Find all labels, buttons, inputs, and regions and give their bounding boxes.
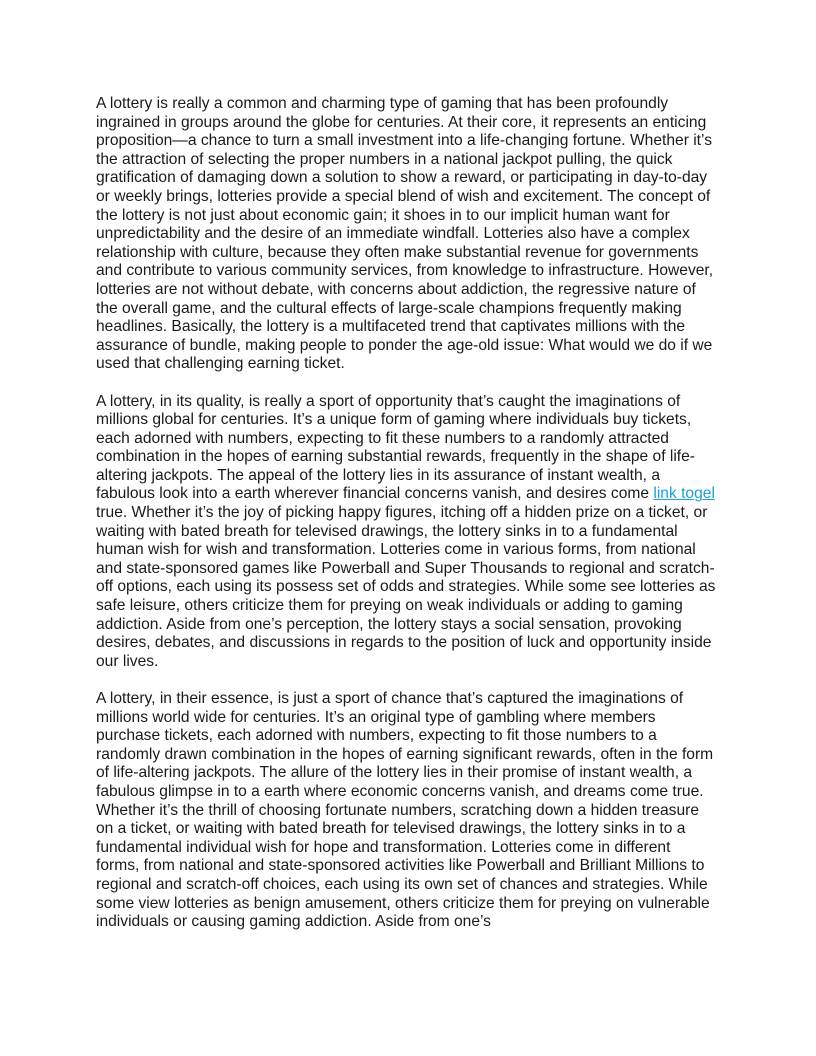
- document-body: [96, 95, 716, 950]
- paragraph-2: [96, 393, 716, 672]
- link-togel[interactable]: link togel: [653, 485, 715, 503]
- paragraph-2-text-before-link: A lottery, in its quality, is really a sport of opportunity that’s caught the imaginations of millions global for centuries. It’s a unique form of gaming where individuals buy tickets, each adorned with numbers, expecting to fit these numbers to a randomly attracted combination in the hopes of earning substantial rewards, frequently in the shape of life-altering jackpots. The appeal of the lottery lies in its assurance of instant wealth, a fabulous look into a earth wherever financial concerns vanish, and desires come: [96, 392, 695, 503]
- paragraph-1-text: A lottery is really a common and charming type of gaming that has been profoundly ingrained in groups around the globe for centuries. At their core, it represents an enticing proposition—a chance to turn a small investment into a life-changing fortune. Whether it’s the attraction of selecting the proper numbers in a national jackpot pulling, the quick gratification of damaging down a solution to show a reward, or participating in day-to-day or weekly brings, lotteries provide a special blend of wish and excitement. The concept of the lottery is not just about economic gain; it shoes in to our implicit human want for unpredictability and the desire of an immediate windfall. Lotteries also have a complex relationship with culture, because they often make substantial revenue for governments and contribute to various community services, from knowledge to infrastructure. However, lotteries are not without debate, with concerns about addiction, the regressive nature of the overall game, and the cultural effects of large-scale champions frequently making headlines. Basically, the lottery is a multifaceted trend that captivates millions with the assurance of bundle, making people to ponder the age-old issue: What would we do if we used that challenging earning ticket.: [96, 95, 714, 373]
- paragraph-2-text-after-link: true. Whether it’s the joy of picking happy figures, itching off a hidden prize on a ticket, or waiting with bated breath for televised drawings, the lottery sinks in to a fundamental human wish for wish and transformation. Lotteries come in various forms, from national and state-sponsored games like Powerball and Super Thousands to regional and scratch-off options, each using its possess set of odds and strategies. While some see lotteries as safe leisure, others criticize them for preying on weak individuals or adding to gaming addiction. Aside from one’s perception, the lottery stays a social sensation, provoking desires, debates, and discussions in regards to the position of luck and opportunity inside our lives.: [96, 504, 716, 670]
- paragraph-3: [96, 690, 716, 932]
- paragraph-3-text: A lottery, in their essence, is just a sport of chance that’s captured the imaginations of millions world wide for centuries. It’s an original type of gambling where members purchase tickets, each adorned with numbers, expecting to fit those numbers to a randomly drawn combination in the hopes of earning significant rewards, often in the form of life-altering jackpots. The allure of the lottery lies in their promise of instant wealth, a fabulous glimpse in to a earth where economic concerns vanish, and dreams come true. Whether it’s the thrill of choosing fortunate numbers, scratching down a hidden treasure on a ticket, or waiting with bated breath for televised drawings, the lottery sinks in to a fundamental individual wish for hope and transformation. Lotteries come in different forms, from national and state-sponsored activities like Powerball and Brilliant Millions to regional and scratch-off choices, each using its own set of chances and strategies. While some view lotteries as benign amusement, others criticize them for preying on vulnerable individuals or causing gaming addiction. Aside from one’s: [96, 690, 714, 931]
- paragraph-1: [96, 95, 716, 374]
